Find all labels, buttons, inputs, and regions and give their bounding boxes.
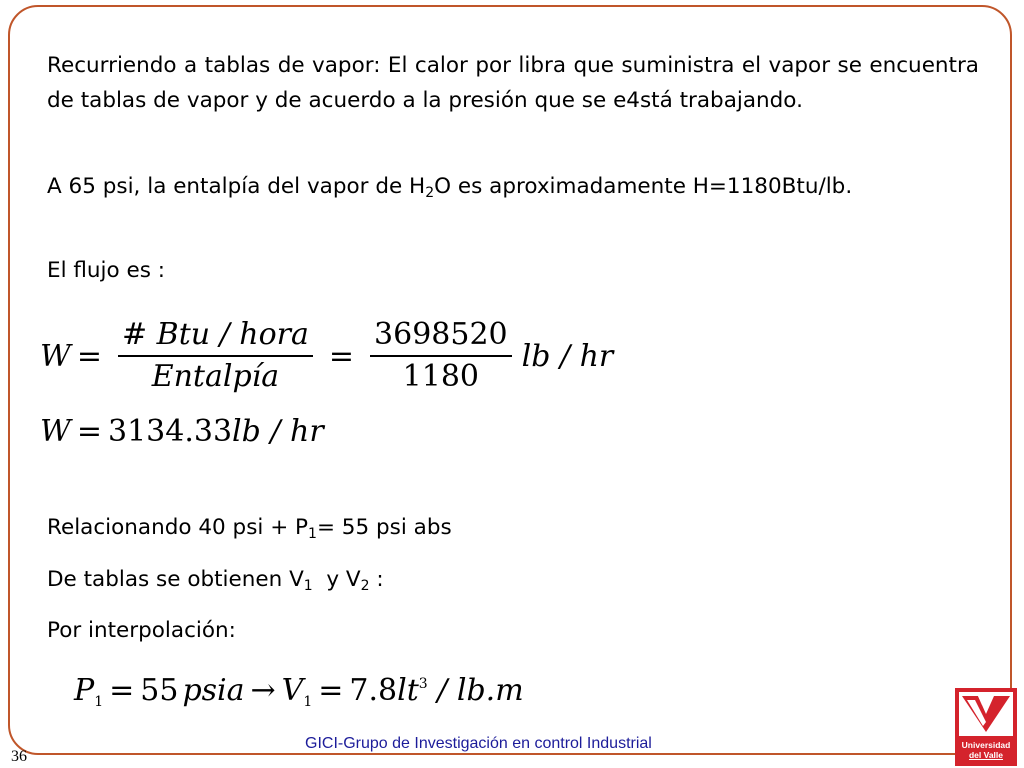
line-tables [47, 565, 384, 595]
eq3-p-value: 55 [140, 673, 179, 708]
eq1-fraction-symbolic [118, 315, 313, 397]
v1-subscript: 1 [303, 578, 313, 594]
eq3-exponent: 3 [418, 676, 428, 692]
equation-flow-result [40, 412, 324, 452]
eq2-unit: lb / hr [232, 414, 324, 449]
university-logo [955, 688, 1017, 766]
page-number: 36 [11, 748, 27, 765]
eq1-denominator: Entalpía [151, 359, 280, 394]
eq1-lhs: W [40, 338, 71, 374]
eq3-v-value: 7.8 [349, 673, 398, 708]
eq3-equals: = [109, 673, 135, 708]
p1-subscript: 1 [308, 526, 317, 542]
enthalpy-text-end: O es aproximadamente H=1180Btu/lb. [434, 174, 853, 199]
eq3-lt: lt [397, 673, 419, 708]
equation-flow-fraction [40, 310, 613, 402]
eq1-equals: = [76, 338, 102, 374]
eq3-p-subscript: 1 [94, 694, 104, 710]
logo-text-line1: Universidad [961, 740, 1011, 750]
line-relation [47, 513, 452, 543]
eq1-numerator: # Btu / hora [121, 317, 309, 352]
eq3-unit: / lb.m [427, 673, 524, 708]
eq3-v-subscript: 1 [303, 694, 313, 710]
logo-text-line2: del Valle [968, 750, 1004, 760]
tables-text-end: : [369, 567, 384, 592]
h2o-subscript: 2 [425, 185, 435, 201]
enthalpy-text-start: A 65 psi, la entalpía del vapor de H [47, 174, 426, 199]
logo-emblem [959, 692, 1013, 736]
eq1-unit: lb / hr [521, 338, 614, 374]
eq3-arrow: → [250, 673, 276, 708]
v2-subscript: 2 [360, 578, 370, 594]
line-interpolation: Por interpolación: [47, 618, 236, 643]
paragraph-steam-tables: Recurriendo a tablas de vapor: El calor por libra que suministra el vapor se encuentra de tablas de vapor y de acuerdo a la presión que se e4stá trabajando. [47, 53, 979, 113]
logo-emblem-icon [959, 692, 1013, 736]
eq2-equals: = [76, 414, 102, 449]
eq1-denominator-value: 1180 [402, 359, 479, 394]
eq1-equals-2: = [328, 338, 355, 374]
tables-text-start: De tablas se obtienen V [47, 567, 304, 592]
eq3-equals-2: = [318, 673, 344, 708]
eq2-lhs: W [40, 414, 71, 449]
eq2-value: 3134.33 [107, 414, 233, 449]
relation-text-end: = 55 psi abs [316, 515, 452, 540]
paragraph-enthalpy [47, 169, 979, 204]
footer-group-name: GICI-Grupo de Investigación en control Industrial [305, 735, 652, 752]
paragraph-flow: El flujo es : [47, 258, 166, 283]
eq1-fraction-numeric [370, 315, 512, 397]
eq1-numerator-value: 3698520 [374, 317, 508, 352]
relation-text-start: Relacionando 40 psi + P [47, 515, 309, 540]
tables-text-mid: y V [312, 567, 361, 592]
eq3-p-unit: psia [182, 673, 245, 708]
equation-interpolation [74, 670, 524, 712]
eq3-v: V [281, 673, 304, 708]
eq3-p: P [74, 673, 95, 708]
